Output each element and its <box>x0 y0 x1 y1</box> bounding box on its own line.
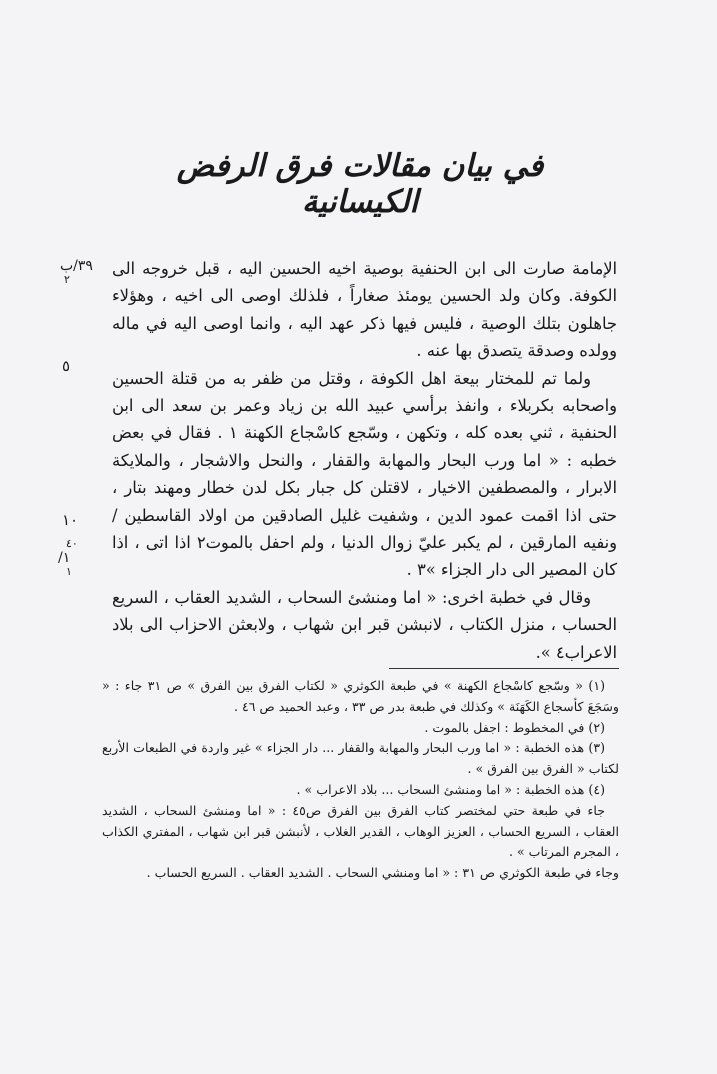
folio-ref-1-sub: ٢ <box>64 273 70 286</box>
folio-ref-2-top: ٤٠ <box>66 537 78 550</box>
folio-ref-2-label: /١ <box>58 550 71 566</box>
line-number-5: ٥ <box>62 357 71 375</box>
paragraph-2: ولما تم للمختار بيعة اهل الكوفة ، وقتل من ظفر به من قتلة الحسين واصحابه بكربلاء ، وانفذ برأسي عبيد الله بن زياد وعمر بن سعد الى ابن الحنفية ، ثني بعده كله ، وتكهن ، وسّجع كاسْجاع الكهنة ١ . فقال في بعض خطبه : « اما ورب البحار والمهابة والقفار ، والنحل والاشجار ، والملايكة الابرار ، والمصطفين الاخيار ، لاقتلن كل جبار بكل لدن خطار ومهند بتار ، حتى اذا اقمت عمود الدين ، وشفيت غليل الصادقين من اولاد القاسطين / ونفيه المارقين ، لم يكبر عليّ زوال الدنيا ، ولم احفل بالموت٢ اذا اتى ، اذا كان المصير الى دار الجزاء »٣ . <box>112 368 617 580</box>
folio-ref-1-label: ٣٩/ب <box>60 258 93 274</box>
line-number-10: ١٠ <box>62 511 79 529</box>
footnote-4: (٤) هذه الخطبة : « اما ومنشئ السحاب ... بلاد الاعراب » . <box>296 781 605 797</box>
footnote-1: (١) « وسّجع كاسْجاع الكهنة » في طبعة الكوثري « لكتاب الفرق بين الفرق » ص ٣١ جاء : « وسَجَعَ كأسجاع الكَهَنَة » وكذلك في طبعة بدر ص ٣٣ ، وعبد الحميد ص ٤٦ . <box>102 678 619 714</box>
footnotes <box>102 676 619 884</box>
margin-folio-ref-2 <box>58 538 78 578</box>
footnote-4-cont-1: جاء في طبعة حتي لمختصر كتاب الفرق بين الفرق ص٤٥ : « اما ومنشئ السحاب ، الشديد العقاب ، السريع الحساب ، العزيز الوهاب ، القدير الغلاب ، لأنبشن قبر ابن شهاب ، المفتري الكذاب ، المجرم المرتاب » . <box>102 802 619 860</box>
main-text <box>112 255 617 666</box>
margin-folio-ref-1 <box>60 258 93 286</box>
folio-ref-2-sub: ١ <box>66 565 72 578</box>
chapter-title: في بيان مقالات فرق الرفض الكيسانية <box>176 148 544 220</box>
footnote-3: (٣) هذه الخطبة : « اما ورب البحار والمهابة والقفار ... دار الجزاء » غير واردة في الطبعات الأربع لكتاب « الفرق بين الفرق » . <box>102 740 619 777</box>
paragraph-3: وقال في خطبة اخرى: « اما ومنشئ السحاب ، الشديد العقاب ، السريع الحساب ، منزل الكتاب ، لانبشن قبر ابن شهاب ، ولابعثن الاحزاب الى بلاد الاعراب٤ ». <box>112 587 617 662</box>
paragraph-1: الإمامة صارت الى ابن الحنفية بوصية اخيه الحسين اليه ، قبل خروجه الى الكوفة. وكان ولد الحسين يومئذ صغاراً ، فلذلك اوصى الى اخيه ، وهؤلاء جاهلون بتلك الوصية ، فليس فيها ذكر عهد اليه ، وانما اوصى اليه في ماله وولده وصدقة يتصدق بها عنه . <box>112 259 617 361</box>
footnote-divider <box>389 668 619 669</box>
footnote-4-cont-2: وجاء في طبعة الكوثري ص ٣١ : « اما ومنشي السحاب . الشديد العقاب . السريع الحساب . <box>146 865 619 881</box>
footnote-2: (٢) في المخطوط : اجفل بالموت . <box>424 719 605 735</box>
